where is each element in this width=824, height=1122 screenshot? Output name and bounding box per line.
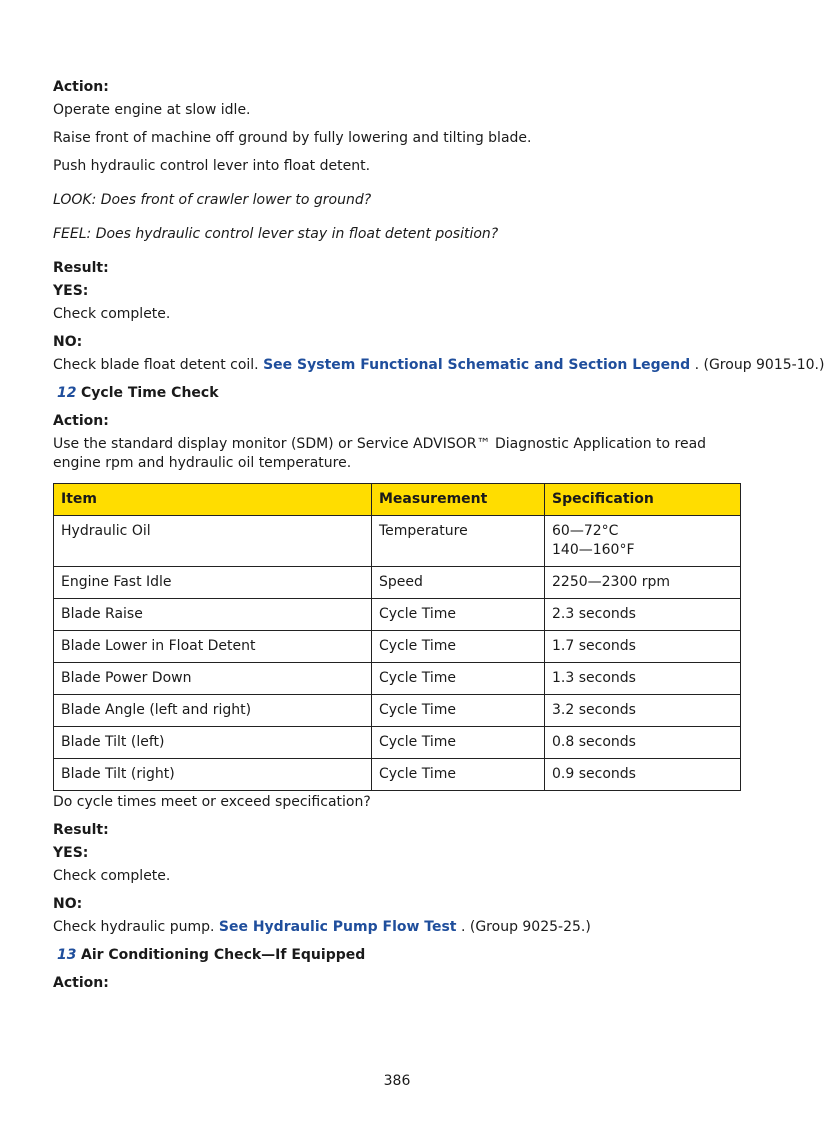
yes-label: YES: bbox=[53, 845, 89, 861]
step-number: 12 bbox=[57, 385, 77, 401]
action-step: Push hydraulic control lever into float detent. bbox=[53, 158, 371, 174]
table-header-row bbox=[54, 484, 741, 516]
action-label: Action: bbox=[53, 413, 109, 429]
look-prompt: LOOK: Does front of crawler lower to ground? bbox=[53, 192, 372, 208]
no-text bbox=[53, 918, 741, 937]
table-row bbox=[54, 727, 741, 759]
table-row bbox=[54, 759, 741, 791]
item-cell: Engine Fast Idle bbox=[54, 567, 372, 599]
column-header: Item bbox=[54, 484, 372, 516]
measurement-cell: Cycle Time bbox=[372, 695, 545, 727]
question-text: Do cycle times meet or exceed specification? bbox=[53, 794, 371, 810]
no-text-prefix: Check hydraulic pump. bbox=[53, 919, 219, 935]
item-cell: Blade Power Down bbox=[54, 663, 372, 695]
table-row bbox=[54, 567, 741, 599]
table-row bbox=[54, 516, 741, 567]
step-heading bbox=[53, 946, 741, 965]
result-label: Result: bbox=[53, 260, 109, 276]
pump-flow-test-link[interactable]: See Hydraulic Pump Flow Test bbox=[218, 919, 457, 935]
yes-text: Check complete. bbox=[53, 306, 171, 322]
yes-text: Check complete. bbox=[53, 868, 171, 884]
table-row bbox=[54, 631, 741, 663]
no-text bbox=[53, 356, 824, 375]
specification-cell bbox=[545, 516, 741, 567]
item-cell: Blade Lower in Float Detent bbox=[54, 631, 372, 663]
measurement-cell: Cycle Time bbox=[372, 759, 545, 791]
step-title: Cycle Time Check bbox=[81, 385, 219, 401]
intro-text: Use the standard display monitor (SDM) or Service ADVISOR™ Diagnostic Application to read engine rpm and hydraulic oil temperature. bbox=[53, 436, 707, 471]
no-text-prefix: Check blade float detent coil. bbox=[53, 357, 264, 373]
specification-cell: 1.7 seconds bbox=[545, 631, 741, 663]
item-cell: Blade Raise bbox=[54, 599, 372, 631]
item-cell: Blade Tilt (right) bbox=[54, 759, 372, 791]
result-label: Result: bbox=[53, 822, 109, 838]
spec-fahrenheit: 140—160°F bbox=[552, 542, 635, 558]
yes-label: YES: bbox=[53, 283, 89, 299]
item-cell: Hydraulic Oil bbox=[54, 516, 372, 567]
no-label: NO: bbox=[53, 896, 83, 912]
specification-cell: 2250—2300 rpm bbox=[545, 567, 741, 599]
measurement-cell: Speed bbox=[372, 567, 545, 599]
feel-prompt: FEEL: Does hydraulic control lever stay in float detent position? bbox=[53, 226, 499, 242]
table-row bbox=[54, 695, 741, 727]
group-reference: . (Group 9025-25.) bbox=[456, 919, 591, 935]
measurement-cell: Cycle Time bbox=[372, 663, 545, 695]
column-header: Measurement bbox=[372, 484, 545, 516]
specification-cell: 0.8 seconds bbox=[545, 727, 741, 759]
specification-cell: 2.3 seconds bbox=[545, 599, 741, 631]
action-label: Action: bbox=[53, 975, 109, 991]
schematic-link[interactable]: See System Functional Schematic and Section Legend bbox=[263, 357, 691, 373]
item-cell: Blade Tilt (left) bbox=[54, 727, 372, 759]
step-number: 13 bbox=[57, 947, 77, 963]
action-step: Operate engine at slow idle. bbox=[53, 102, 251, 118]
measurement-cell: Cycle Time bbox=[372, 631, 545, 663]
no-label: NO: bbox=[53, 334, 83, 350]
group-reference: . (Group 9015-10.) bbox=[690, 357, 824, 373]
spec-table bbox=[53, 483, 741, 791]
specification-cell: 3.2 seconds bbox=[545, 695, 741, 727]
step-heading bbox=[53, 384, 741, 403]
measurement-cell: Cycle Time bbox=[372, 727, 545, 759]
measurement-cell: Temperature bbox=[372, 516, 545, 567]
table-row bbox=[54, 663, 741, 695]
page-number: 386 bbox=[383, 1073, 411, 1089]
spec-celsius: 60—72°C bbox=[552, 523, 619, 539]
action-label: Action: bbox=[53, 79, 109, 95]
column-header: Specification bbox=[545, 484, 741, 516]
action-step: Raise front of machine off ground by fully lowering and tilting blade. bbox=[53, 130, 532, 146]
step-title: Air Conditioning Check—If Equipped bbox=[81, 947, 366, 963]
specification-cell: 1.3 seconds bbox=[545, 663, 741, 695]
measurement-cell: Cycle Time bbox=[372, 599, 545, 631]
table-row bbox=[54, 599, 741, 631]
specification-cell: 0.9 seconds bbox=[545, 759, 741, 791]
item-cell: Blade Angle (left and right) bbox=[54, 695, 372, 727]
